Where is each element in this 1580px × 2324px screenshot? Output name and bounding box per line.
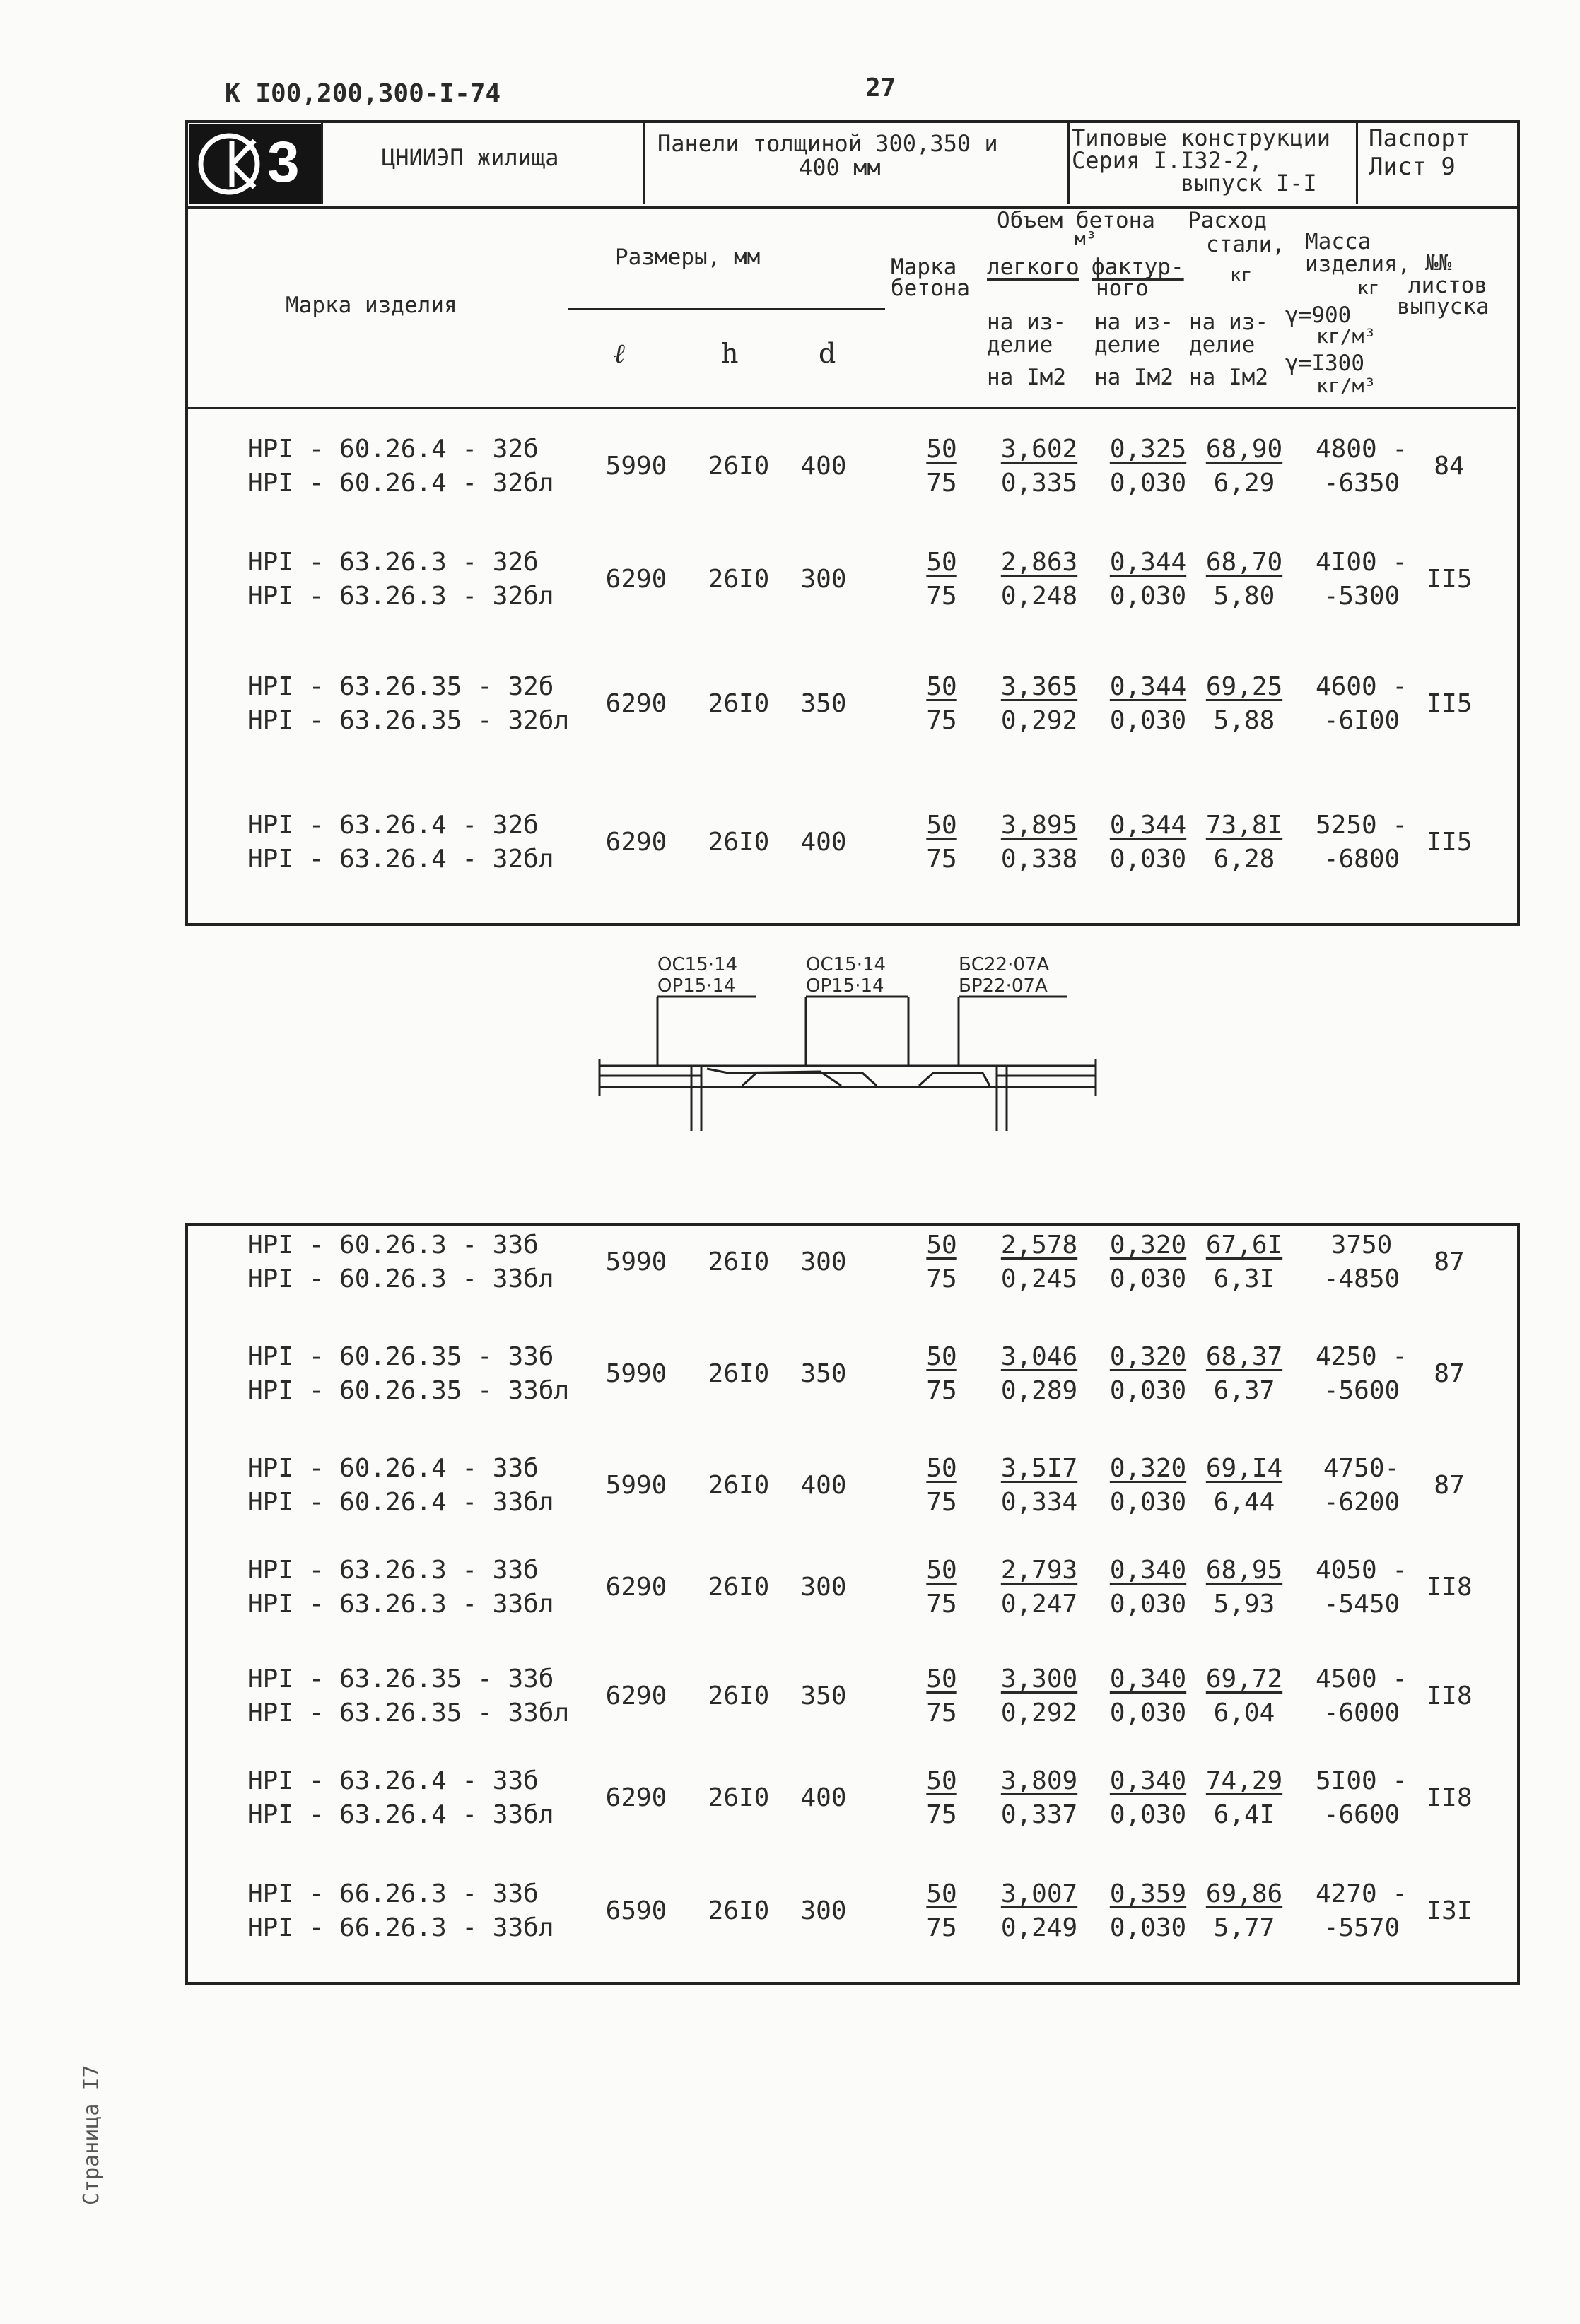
hdr-vol: Объем бетона (997, 208, 1155, 233)
table1-row2-sheet-no: II5 (1426, 565, 1473, 594)
table1-row1-mass-1300: -6350 (1323, 469, 1400, 498)
table1-row2-mass-900: 4I00 - (1315, 548, 1408, 577)
table1-row4-concrete-grade-2: 75 (926, 845, 957, 874)
table1-row4-mark-line1: НРI - 63.26.4 - 32б (247, 811, 539, 840)
table2-row1-steel-item: 67,6I (1205, 1231, 1283, 1260)
table2-row6-mass-900: 5I00 - (1315, 1766, 1408, 1795)
table2-row5-mark-line2: НРI - 63.26.35 - 33бл (247, 1698, 570, 1727)
table2-row7-sheet-no: I3I (1426, 1896, 1473, 1925)
table1-row4-thickness: 400 (800, 828, 847, 857)
table2-row7-height: 26I0 (708, 1896, 770, 1925)
table1-row2-mass-1300: -5300 (1323, 582, 1400, 611)
table2-row6-steel-m2: 6,4I (1213, 1800, 1275, 1829)
table2-row2-mass-1300: -5600 (1323, 1376, 1400, 1405)
diag-label2-top: ОС15·14 (806, 954, 886, 975)
table1-row3-length: 6290 (605, 689, 667, 718)
hdr-mass-unit: кг (1357, 278, 1380, 299)
table1-row1-steel-item: 68,90 (1205, 435, 1283, 464)
hdr-gamma900: γ=900 (1285, 303, 1352, 328)
table1-row4-concrete-grade-1: 50 (926, 811, 957, 840)
table2-row3-vol-light-m2: 0,334 (1000, 1488, 1078, 1517)
table2-row4-height: 26I0 (708, 1573, 770, 1602)
table2-row7-mark-line1: НРI - 66.26.3 - 33б (247, 1879, 539, 1908)
table2-row2-thickness: 350 (800, 1359, 847, 1388)
table1-row2-vol-light-m2: 0,248 (1000, 582, 1078, 611)
diag-label1-top: ОС15·14 (657, 954, 738, 975)
table2-row5-vol-light-m2: 0,292 (1000, 1698, 1078, 1727)
table2-row3-concrete-grade-2: 75 (926, 1488, 957, 1517)
table2-row7-steel-m2: 5,77 (1213, 1913, 1275, 1942)
hdr-item-3a: на из- (1189, 310, 1268, 335)
table2-row1-sheet-no: 87 (1434, 1248, 1465, 1277)
table2-row4-mark-line1: НРI - 63.26.3 - 33б (247, 1556, 539, 1585)
hdr-l: ℓ (614, 338, 625, 369)
table2-row6-concrete-grade-1: 50 (926, 1766, 957, 1795)
table2-row2-vol-textured-item: 0,320 (1109, 1342, 1187, 1371)
sheet-label: Лист 9 (1369, 153, 1456, 181)
table2-row2-height: 26I0 (708, 1359, 770, 1388)
table1-row3-thickness: 350 (800, 689, 847, 718)
table2-row3-concrete-grade-1: 50 (926, 1454, 957, 1483)
diag-label2-bot: ОР15·14 (806, 975, 884, 997)
table2-row6-vol-light-item: 3,809 (1000, 1766, 1078, 1795)
table2-row3-steel-m2: 6,44 (1213, 1488, 1275, 1517)
hdr-sheets-2: листов (1408, 273, 1487, 298)
table2-row5-vol-textured-m2: 0,030 (1109, 1698, 1187, 1727)
table2-row7-length: 6590 (605, 1896, 667, 1925)
table1-row1-mass-900: 4800 - (1315, 435, 1408, 464)
desc-line1: Панели толщиной 300,350 и (657, 130, 998, 157)
table2-row2-sheet-no: 87 (1434, 1359, 1465, 1388)
table2-row6-height: 26I0 (708, 1783, 770, 1812)
hdr-item-3b: делие (1189, 332, 1256, 358)
hdr-gamma-unit1: кг/м³ (1316, 324, 1376, 348)
table2-row5-concrete-grade-1: 50 (926, 1665, 957, 1694)
hdr-steel-2: стали, (1206, 232, 1285, 257)
table1-row2-mark-line1: НРI - 63.26.3 - 32б (247, 548, 539, 577)
table1-row2-height: 26I0 (708, 565, 770, 594)
hdr-textured-2: ного (1096, 276, 1149, 301)
hdr-sheets-3: выпуска (1397, 294, 1490, 319)
table2-row4-length: 6290 (605, 1573, 667, 1602)
table2-row3-thickness: 400 (800, 1471, 847, 1500)
table1-row3-vol-textured-m2: 0,030 (1109, 706, 1187, 735)
table2-row4-mark-line2: НРI - 63.26.3 - 33бл (247, 1590, 554, 1619)
table2-row6-mark-line2: НРI - 63.26.4 - 33бл (247, 1800, 554, 1829)
table2-row5-vol-textured-item: 0,340 (1109, 1665, 1187, 1694)
table2-row2-mark-line1: НРI - 60.26.35 - 33б (247, 1342, 554, 1371)
hdr-steel-1: Расход (1188, 208, 1267, 233)
table1-row3-sheet-no: II5 (1426, 689, 1473, 718)
hdr-m2-3: на Iм2 (1189, 365, 1268, 390)
table2-row2-steel-m2: 6,37 (1213, 1376, 1275, 1405)
hdr-item-2b: делие (1094, 332, 1161, 358)
table1-row1-sheet-no: 84 (1434, 452, 1465, 481)
table2-row6-mark-line1: НРI - 63.26.4 - 33б (247, 1766, 539, 1795)
table2-row5-steel-m2: 6,04 (1213, 1698, 1275, 1727)
hdr-h: h (721, 338, 739, 369)
table2-row2-vol-textured-m2: 0,030 (1109, 1376, 1187, 1405)
table2-row4-sheet-no: II8 (1426, 1573, 1473, 1602)
table2-row2-mass-900: 4250 - (1315, 1342, 1408, 1371)
table2-row1-mass-1300: -4850 (1323, 1264, 1400, 1293)
table2-row1-vol-light-item: 2,578 (1000, 1231, 1078, 1260)
table1-row2-vol-textured-item: 0,344 (1109, 548, 1187, 577)
table2-row4-vol-textured-item: 0,340 (1109, 1556, 1187, 1585)
hdr-textured-1: фактур- (1092, 254, 1184, 280)
table2-row7-thickness: 300 (800, 1896, 847, 1925)
table1-row2-concrete-grade-2: 75 (926, 582, 957, 611)
table2-row2-concrete-grade-1: 50 (926, 1342, 957, 1371)
table2-row2-concrete-grade-2: 75 (926, 1376, 957, 1405)
table2-row5-mass-900: 4500 - (1315, 1665, 1408, 1694)
table1-row2-concrete-grade-1: 50 (926, 548, 957, 577)
hdr-mass-2: изделия, (1305, 252, 1411, 277)
table1-row1-mark-line2: НРI - 60.26.4 - 32бл (247, 469, 554, 498)
table2-row6-vol-light-m2: 0,337 (1000, 1800, 1078, 1829)
table1-row3-steel-m2: 5,88 (1213, 706, 1275, 735)
table1-row3-steel-item: 69,25 (1205, 672, 1283, 701)
table2-row4-concrete-grade-2: 75 (926, 1590, 957, 1619)
hdr-sheets-1: №№ (1425, 250, 1452, 276)
diag-label3-top: БС22·07А (959, 954, 1050, 975)
table1-row3-mark-line2: НРI - 63.26.35 - 32бл (247, 706, 570, 735)
table2-row6-thickness: 400 (800, 1783, 847, 1812)
table1-row1-mark-line1: НРI - 60.26.4 - 32б (247, 435, 539, 464)
table1-row3-vol-light-item: 3,365 (1000, 672, 1078, 701)
table2-row1-thickness: 300 (800, 1248, 847, 1277)
table2-row7-vol-textured-item: 0,359 (1109, 1879, 1187, 1908)
section-diagram (587, 954, 1124, 1152)
table1-row4-mark-line2: НРI - 63.26.4 - 32бл (247, 845, 554, 874)
hdr-steel-unit: кг (1230, 265, 1253, 286)
table2-row1-vol-textured-m2: 0,030 (1109, 1264, 1187, 1293)
table2-row1-length: 5990 (605, 1248, 667, 1277)
table2-row1-mark-line1: НРI - 60.26.3 - 33б (247, 1231, 539, 1260)
table1-row2-vol-textured-m2: 0,030 (1109, 582, 1187, 611)
table1-row2-steel-m2: 5,80 (1213, 582, 1275, 611)
table1-row1-vol-textured-m2: 0,030 (1109, 469, 1187, 498)
table2-row7-vol-light-m2: 0,249 (1000, 1913, 1078, 1942)
table1-row4-height: 26I0 (708, 828, 770, 857)
table2-row1-vol-light-m2: 0,245 (1000, 1264, 1078, 1293)
hdr-m2-2: на Iм2 (1094, 365, 1174, 390)
table2-row4-mass-900: 4050 - (1315, 1556, 1408, 1585)
series-line2: Серия I.I32-2, (1072, 147, 1263, 174)
table2-row6-mass-1300: -6600 (1323, 1800, 1400, 1829)
hdr-light: легкого (987, 254, 1079, 280)
table1-row3-mass-1300: -6I00 (1323, 706, 1400, 735)
table1-row3-height: 26I0 (708, 689, 770, 718)
table1-row1-length: 5990 (605, 452, 667, 481)
table1-row1-concrete-grade-1: 50 (926, 435, 957, 464)
table2-row7-steel-item: 69,86 (1205, 1879, 1283, 1908)
hdr-gamma-unit2: кг/м³ (1316, 374, 1376, 397)
table2-row5-steel-item: 69,72 (1205, 1665, 1283, 1694)
table1-row1-concrete-grade-2: 75 (926, 469, 957, 498)
table2-row3-steel-item: 69,I4 (1205, 1454, 1283, 1483)
page-number: 27 (865, 74, 896, 102)
table2-row7-concrete-grade-1: 50 (926, 1879, 957, 1908)
hdr-gamma1300: γ=I300 (1285, 351, 1364, 376)
org-name: ЦНИИЭП жилища (382, 144, 559, 171)
table2-row6-vol-textured-item: 0,340 (1109, 1766, 1187, 1795)
table1-row4-vol-light-m2: 0,338 (1000, 845, 1078, 874)
table1-row4-vol-textured-item: 0,344 (1109, 811, 1187, 840)
table1-row4-length: 6290 (605, 828, 667, 857)
hdr-vol-unit: м³ (1075, 228, 1097, 250)
hdr-mark: Марка изделия (286, 293, 457, 318)
table1-row1-height: 26I0 (708, 452, 770, 481)
table1-row2-thickness: 300 (800, 565, 847, 594)
table2-row6-concrete-grade-2: 75 (926, 1800, 957, 1829)
table1-row1-vol-textured-item: 0,325 (1109, 435, 1187, 464)
table2-row3-mass-1300: -6200 (1323, 1488, 1400, 1517)
table2-row1-mass-900: 3750 (1330, 1231, 1393, 1260)
table1-row2-steel-item: 68,70 (1205, 548, 1283, 577)
table2-row4-vol-textured-m2: 0,030 (1109, 1590, 1187, 1619)
hdr-concrete-2: бетона (891, 276, 970, 301)
table2-row4-vol-light-m2: 0,247 (1000, 1590, 1078, 1619)
table1-row2-length: 6290 (605, 565, 667, 594)
diag-label3-bot: БР22·07А (959, 975, 1048, 997)
table2-row3-height: 26I0 (708, 1471, 770, 1500)
table2-row7-mass-900: 4270 - (1315, 1879, 1408, 1908)
side-note: Страница I7 (79, 2065, 104, 2205)
table1-row4-vol-textured-m2: 0,030 (1109, 845, 1187, 874)
hdr-concrete-1: Марка (891, 254, 957, 280)
hdr-item-1a: на из- (987, 310, 1066, 335)
hdr-dims: Размеры, мм (615, 245, 761, 270)
table2-row3-vol-textured-m2: 0,030 (1109, 1488, 1187, 1517)
table2-row3-sheet-no: 87 (1434, 1471, 1465, 1500)
table2-row5-sheet-no: II8 (1426, 1682, 1473, 1710)
table2-row4-thickness: 300 (800, 1573, 847, 1602)
table2-row3-length: 5990 (605, 1471, 667, 1500)
table2-row7-vol-light-item: 3,007 (1000, 1879, 1078, 1908)
table2-row2-steel-item: 68,37 (1205, 1342, 1283, 1371)
table2-row7-mass-1300: -5570 (1323, 1913, 1400, 1942)
table1-row2-mark-line2: НРI - 63.26.3 - 32бл (247, 582, 554, 611)
table2-row4-steel-m2: 5,93 (1213, 1590, 1275, 1619)
table2-row2-vol-light-m2: 0,289 (1000, 1376, 1078, 1405)
table2-row2-vol-light-item: 3,046 (1000, 1342, 1078, 1371)
table1-row4-vol-light-item: 3,895 (1000, 811, 1078, 840)
table2-row4-mass-1300: -5450 (1323, 1590, 1400, 1619)
table2-row4-concrete-grade-1: 50 (926, 1556, 957, 1585)
table2-row1-height: 26I0 (708, 1248, 770, 1277)
table1-row4-mass-900: 5250 - (1315, 811, 1408, 840)
table2-row1-steel-m2: 6,3I (1213, 1264, 1275, 1293)
table1-row4-steel-item: 73,8I (1205, 811, 1283, 840)
table2-row5-mass-1300: -6000 (1323, 1698, 1400, 1727)
table1-row4-steel-m2: 6,28 (1213, 845, 1275, 874)
logo (189, 124, 321, 204)
table2-row6-steel-item: 74,29 (1205, 1766, 1283, 1795)
table1-row1-vol-light-item: 3,602 (1000, 435, 1078, 464)
logo-number: 3 (267, 130, 300, 194)
series-line1: Типовые конструкции (1072, 124, 1331, 151)
table2-row4-vol-light-item: 2,793 (1000, 1556, 1078, 1585)
table1-row4-sheet-no: II5 (1426, 828, 1473, 857)
table2-row5-mark-line1: НРI - 63.26.35 - 33б (247, 1665, 554, 1694)
hdr-m2-1: на Iм2 (987, 365, 1066, 390)
table2-row5-length: 6290 (605, 1682, 667, 1710)
table2-row3-mark-line1: НРI - 60.26.4 - 33б (247, 1454, 539, 1483)
table1-row3-vol-textured-item: 0,344 (1109, 672, 1187, 701)
table2-row7-mark-line2: НРI - 66.26.3 - 33бл (247, 1913, 554, 1942)
desc-line2: 400 мм (799, 154, 881, 181)
table2-row1-mark-line2: НРI - 60.26.3 - 33бл (247, 1264, 554, 1293)
table1-row3-concrete-grade-1: 50 (926, 672, 957, 701)
table2-row5-vol-light-item: 3,300 (1000, 1665, 1078, 1694)
table2-row3-mass-900: 4750- (1323, 1454, 1400, 1483)
table2-row2-mark-line2: НРI - 60.26.35 - 33бл (247, 1376, 570, 1405)
hdr-item-2a: на из- (1094, 310, 1174, 335)
passport-label: Паспорт (1369, 124, 1470, 153)
table2-row1-concrete-grade-2: 75 (926, 1264, 957, 1293)
table2-row2-length: 5990 (605, 1359, 667, 1388)
diag-label1-bot: ОР15·14 (657, 975, 736, 997)
series-line3: выпуск I-I (1181, 170, 1317, 196)
table1-row3-mass-900: 4600 - (1315, 672, 1408, 701)
hdr-mass-1: Масса (1305, 229, 1371, 254)
table2-row6-length: 6290 (605, 1783, 667, 1812)
table2-row5-concrete-grade-2: 75 (926, 1698, 957, 1727)
table2-row1-vol-textured-item: 0,320 (1109, 1231, 1187, 1260)
table2-row7-concrete-grade-2: 75 (926, 1913, 957, 1942)
table1-row3-vol-light-m2: 0,292 (1000, 706, 1078, 735)
table2-row1-concrete-grade-1: 50 (926, 1231, 957, 1260)
table2-row6-sheet-no: II8 (1426, 1783, 1473, 1812)
hdr-item-1b: делие (987, 332, 1053, 358)
table2-row4-steel-item: 68,95 (1205, 1556, 1283, 1585)
table1-row1-vol-light-m2: 0,335 (1000, 469, 1078, 498)
logo-icon (189, 124, 321, 204)
doc-code: К I00,200,300-I-74 (225, 79, 501, 108)
table2-row5-thickness: 350 (800, 1682, 847, 1710)
table2-row3-vol-textured-item: 0,320 (1109, 1454, 1187, 1483)
table2-row3-vol-light-item: 3,5I7 (1000, 1454, 1078, 1483)
table1-row2-vol-light-item: 2,863 (1000, 548, 1078, 577)
table2-row6-vol-textured-m2: 0,030 (1109, 1800, 1187, 1829)
table1-row1-thickness: 400 (800, 452, 847, 481)
table1-row4-mass-1300: -6800 (1323, 845, 1400, 874)
table2-row7-vol-textured-m2: 0,030 (1109, 1913, 1187, 1942)
table1-row3-concrete-grade-2: 75 (926, 706, 957, 735)
table1-row3-mark-line1: НРI - 63.26.35 - 32б (247, 672, 554, 701)
table2-row3-mark-line2: НРI - 60.26.4 - 33бл (247, 1488, 554, 1517)
table2-row5-height: 26I0 (708, 1682, 770, 1710)
table1-row1-steel-m2: 6,29 (1213, 469, 1275, 498)
hdr-d: d (819, 338, 836, 369)
